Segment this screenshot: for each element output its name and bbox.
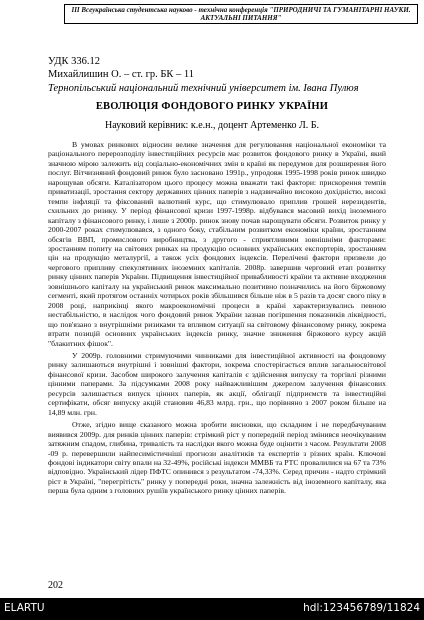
affiliation: Тернопільський національний технічний університет ім. Івана Пулюя (48, 83, 359, 94)
udk-code: УДК 336.12 (48, 56, 101, 67)
handle-id: hdl:123456789/11824 (303, 602, 420, 614)
supervisor-line: Науковий керівник: к.е.н., доцент Артеменко Л. Б. (105, 120, 319, 131)
author-line: Михайлишин О. – ст. гр. БК – 11 (48, 69, 195, 80)
body-paragraph: Отже, згідно вище сказаного можна зробити висновки, що складним і не передбачуваним виявився 2009р. для ринків цінних паперів: стрімкий ріст у попередній період змінився неочікуваним затяжним спадом, глибина, тривалість та наслідки якого можна буде оцінити з часом. Результати 2008 -09 р. перевершили найпесимістичніші прогнози аналітиків та експертів з різних країн. Ключові фондові індикатори світу впали на 32-49%, російські індекси ММВБ та РТС провалилися на 67 та 73% відповідно. Український лідер ПФТС опинився з результатом -74,33%. Серед причин - надто стрімкий ріст в Україні, "перегрітість" ринку у попередні роки, значна залежність від іноземного капіталу, яка перша була одним з головних рушіїв українського ринку цінних паперів. (48, 420, 386, 496)
conference-header-line1: ІІІ Всеукраїнська студентська науково - технічна конференція "ПРИРОДНИЧІ ТА ГУМАНІТАРНІ НАУКИ. (71, 6, 411, 14)
article-title: ЕВОЛЮЦІЯ ФОНДОВОГО РИНКУ УКРАЇНИ (95, 101, 329, 112)
page-number: 202 (48, 580, 63, 591)
body-paragraph: У 2009р. головними стримуючими чинниками для інвестиційної активності на фондовому ринку залишаються внутрішні і зовнішні фактори, зокрема спостерігається вплив загальносвітової фінансової кризи. Засобом широкого залучення капіталів є здійснення випуску та торгівлі різними цінними паперами. За підсумками 2008 року найважливішим джерелом залучення фінансових ресурсів залишається випуск цінних паперів, як акції, облігації підприємств та інвестиційні сертифікати, обсяг випуску акцій становив 46,83 млрд. грн., що порівняно з 2007 роком більше на 14,89 млн. грн. (48, 350, 386, 417)
conference-header-line2: АКТУАЛЬНІ ПИТАННЯ" (200, 14, 282, 22)
conference-header (64, 4, 418, 24)
body-paragraph: В умовах ринкових відносин велике значення для регулювання національної економіки та раціонального перерозподілу інвестиційних ресурсів має розвиток фондового ринку в Україні, який значною мірою залежить від соціально-економічних змін в країні як передумов для розширення його послуг. Вітчизняний фондовий ринок було засновано 1991р., упродовж 1995-1998 років ринок швидко нарощував обсяги. Каталізатором цього процесу можна вважати такі фактори: прискорення темпів приватизації, зростання сектору державних цінних паперів з надзвичайно високою дохідністю, високі темпи інфляції та фіксований валютний курс, що стимулювало приплив грошей нерезидентів, схильних до ризику. У період фінансової кризи 1997-1998р. відбувався масовий вихід іноземного капіталу з фінансового ринку, і лише з 2000р. ринок знову почав нарощувати обсяги. Розвиток ринку у 2000-2007 роках стимулювався, з одного боку, стабільним розвитком економіки країни, зростанням обсягів ВВП, промислового виробництва, з другого - сприятливими зовнішніми факторами: зростанням попиту на світових ринках на продукцію основних українських експортерів, зростанням цін на продукцію металургії, а також усіх фондових індексів. Перелічені фактори призвели до чергового припливу спекулятивних іноземних капіталів. 2008р. завершив черговий етап розвитку ринку цінних паперів України. Підвищення інвестиційної привабливості країни та активне входження зовнішнього капіталу на український ринок максимально позитивно позначились на його біржовому сегменті, який протягом останніх чотирьох років збільшився більше ніж в 5 разів та досяг свого піку в 2008 році, наприкінці якого макроекономічні процеси в країні характеризувались певною нестабільністю, в наслідок чого фондовий ринок України зазнав погіршення показників ліквідності, що пов'язано з внутрішніми ризиками та впливом ситуації на світовому фінансовому ринку, зокрема втрати позицій основних українських індексів ринку, значне зниження біржового курсу акцій "блакитних фішок". (48, 140, 386, 348)
article-body (48, 140, 386, 496)
repository-name: ELARTU (4, 602, 45, 614)
repository-footer (0, 598, 424, 620)
